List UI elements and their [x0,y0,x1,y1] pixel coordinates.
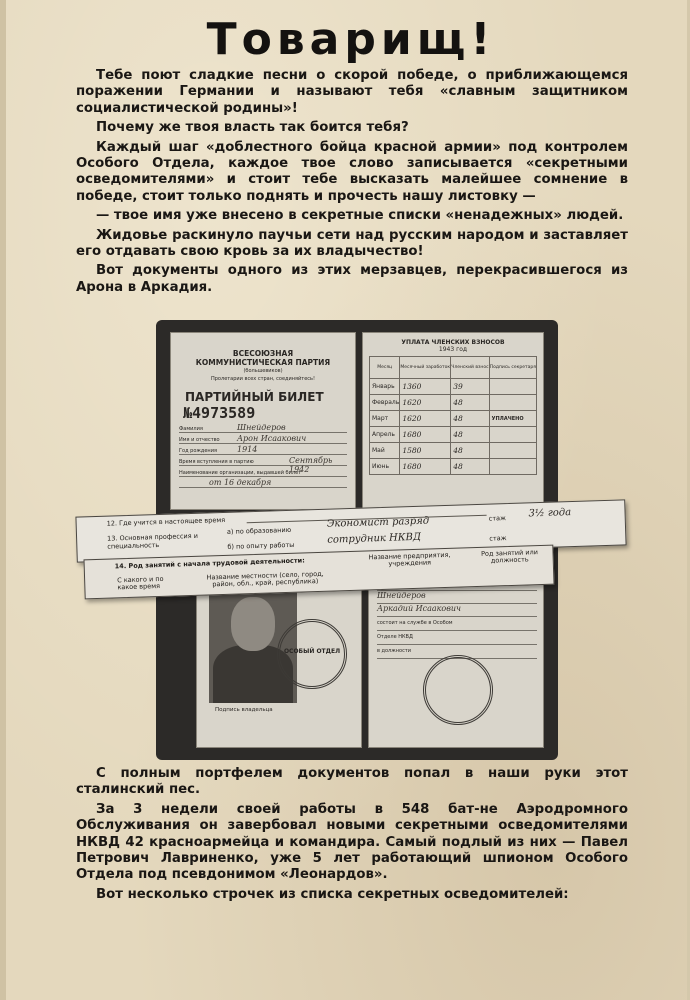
column-header: Подпись секретаря [489,357,536,379]
fee-cell: 39 [451,379,489,395]
fee-cell: 48 [451,427,489,443]
certificate-line: Отделе НКВД [377,631,537,645]
photo-head-shape [231,597,275,651]
card-field [179,444,347,455]
signature-cell [489,379,536,395]
field-label: Время вступления в партию [179,459,254,465]
form-enterprise-header: Название предприятия, учреждения [368,550,451,568]
fee-cell: 48 [451,411,489,427]
form-row-12: 12. Где учится в настоящее время [106,515,226,528]
table-row [370,459,537,475]
earning-cell: 1360 [400,379,451,395]
column-header: Месяц [370,357,400,379]
page-title: Товарищ! [206,14,496,65]
fee-cell: 48 [451,395,489,411]
certificate-line: в должности [377,645,537,659]
earning-cell: 1580 [400,443,451,459]
earning-cell: 1620 [400,411,451,427]
dues-table [369,356,537,475]
fee-cell: 48 [451,443,489,459]
certificate-line: состоит на службе в Особом [377,617,537,631]
intro-text [76,68,628,299]
form-value-education: Экономист разряд [326,515,430,530]
paragraph: Почему же твоя власть так боится тебя? [96,120,409,136]
month-cell: Июнь [370,459,400,475]
month-cell: Февраль [370,395,400,411]
column-header: Членский взнос [451,357,489,379]
form-position-header: Род занятий или должность [480,548,539,565]
month-cell: Март [370,411,400,427]
photo-caption: Подпись владельца [215,707,273,713]
paragraph: Вот документы одного из этих мерзавцев, перекрасившегося из Арона в Аркадия. [76,263,628,295]
closing-text [76,766,628,906]
card-field [179,466,347,477]
paragraph: За 3 недели своей работы в 548 бат-не Аэродромного Обслуживания он завербовал новыми секретными осведомителями НКВД 42 красноармейца и командира. Самый подлый из них — Павел Петрович Лавриненко, уже 5 лет работающий шпионом Особого Отдела под псевдонимом «Леонардов». [76,801,628,883]
column-header: Месячный заработок [400,357,451,379]
field-label: Наименование организации, выдавшей билет [179,470,302,476]
table-row [370,443,537,459]
stamp-cell: УПЛАЧЕНО [489,411,536,427]
form-row-13b: б) по опыту работы [227,540,295,551]
card-field [179,477,347,488]
table-row [370,395,537,411]
month-cell: Май [370,443,400,459]
earning-cell: 1620 [400,395,451,411]
fee-cell: 48 [451,459,489,475]
month-cell: Апрель [370,427,400,443]
form-place-header: Название местности (село, город, район, обл., край, республика) [206,569,324,589]
table-row [370,379,537,395]
form-row-13a: а) по образованию [226,525,292,536]
dues-title: УПЛАТА ЧЛЕНСКИХ ВЗНОСОВ [401,339,505,346]
earning-cell: 1680 [400,427,451,443]
card-field [179,422,347,433]
certificate-surname: Шнейдеров [377,591,537,604]
table-row [370,427,537,443]
field-label: Год рождения [179,448,217,454]
dues-header-row [370,357,537,379]
signature-cell [489,395,536,411]
month-cell: Январь [370,379,400,395]
field-value: 1914 [237,445,258,454]
party-org-line2: КОММУНИСТИЧЕСКАЯ ПАРТИЯ [195,358,331,367]
paragraph: Тебе поют сладкие песни о скорой победе, о приближающемся поражении Германии и называют тебя «славным защитником социалистической родины»! [76,68,628,116]
party-motto: Пролетарии всех стран, соединяйтесь! [211,376,315,382]
field-label: Имя и отчество [179,437,220,443]
form-row-13: 13. Основная профессия и специальность [106,531,199,551]
field-value: Арон Исаакович [237,434,307,443]
field-value: Шнейдеров [237,423,286,432]
field-label: Фамилия [179,426,203,432]
seal-stamp [423,655,493,725]
paragraph: Каждый шаг «доблестного бойца красной армии» под контролем Особого Отдела, каждое твое слово записывается «секретными осведомителями» и стоит тебе высказать малейшее сомнение в победе, стоит только поднять и прочесть нашу листовку — [76,139,628,204]
paragraph: — твое имя уже внесено в секретные списки «ненадежных» людей. [96,208,624,224]
signature-cell [489,427,536,443]
dues-page [362,332,544,510]
table-row [370,411,537,427]
certificate-name: Аркадий Исаакович [377,604,537,617]
card-title: ПАРТИЙНЫЙ БИЛЕТ [185,390,324,404]
form-period-header: С какого и по какое время [117,574,164,592]
seal-text: ОСОБЫЙ ОТДЕЛ [283,647,341,655]
party-org-line1: ВСЕСОЮЗНАЯ [232,349,294,358]
field-value: Сентябрь 1942 [289,456,333,474]
paragraph: Жидовье раскинуло паучьи сети над русским народом и заставляет его отдавать свою кровь за их владычество! [76,227,628,260]
dues-year: 1943 год [438,346,468,353]
form-stazh-value: 3½ года [528,507,572,520]
form-row-14: 14. Род занятий с начала трудовой деятельности: [114,556,305,571]
party-org-line3: (большевиков) [243,368,283,374]
earning-cell: 1680 [400,459,451,475]
documents-montage [106,320,616,760]
form-value-experience: сотрудник НКВД [327,531,422,546]
seal-stamp [277,619,347,689]
paragraph: С полным портфелем документов попал в наши руки этот сталинский пес. [76,766,628,798]
form-stazh-label: стаж [489,534,507,543]
signature-cell [489,443,536,459]
card-field [179,433,347,444]
paragraph: Вот несколько строчек из списка секретных осведомителей: [96,886,569,902]
signature-cell [489,459,536,475]
field-value: от 16 декабря [209,478,272,487]
form-stazh-label: стаж [488,514,507,523]
card-number: №4973589 [183,404,256,422]
party-card-page [170,332,356,510]
